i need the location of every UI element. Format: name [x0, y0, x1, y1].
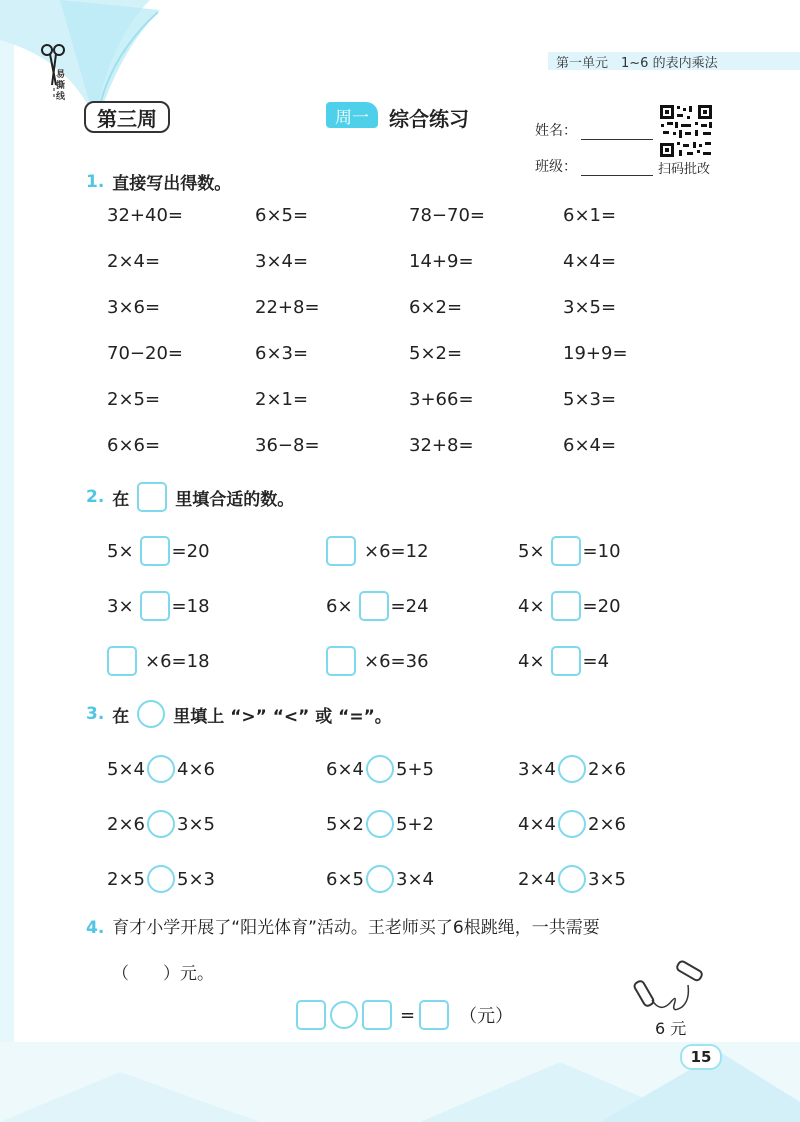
q2-answer-box[interactable]	[107, 646, 137, 676]
q1-item[interactable]: 32+40=	[107, 205, 183, 226]
q2-answer-box[interactable]	[140, 536, 170, 566]
q2-item	[326, 646, 429, 676]
q2-answer-box[interactable]	[326, 536, 356, 566]
q3-item	[326, 865, 434, 893]
q2-post: =20	[171, 540, 210, 562]
q3-compare-circle[interactable]	[366, 865, 394, 893]
q2-text-after: 里填合适的数。	[175, 489, 295, 510]
q1-item[interactable]: 32+8=	[409, 435, 474, 456]
q3-right: 5+5	[396, 758, 434, 780]
rope-price: 6 元	[655, 1019, 687, 1038]
q2-number: 2.	[86, 487, 105, 507]
q3-compare-circle[interactable]	[147, 865, 175, 893]
q3-title	[86, 700, 392, 728]
q3-item	[326, 755, 434, 783]
q3-right: 2×6	[588, 758, 626, 780]
class-label: 班级：	[535, 159, 577, 175]
q2-item	[326, 591, 429, 621]
q3-right: 4×6	[177, 758, 215, 780]
q3-left: 2×4	[518, 868, 556, 890]
q3-left: 6×4	[326, 758, 364, 780]
q2-post: ×6=12	[364, 540, 429, 562]
week-badge: 第三周	[84, 101, 170, 133]
q1-number: 1.	[86, 171, 105, 192]
q4-box-result[interactable]	[419, 1000, 449, 1030]
q4-box-1[interactable]	[296, 1000, 326, 1030]
q3-compare-circle[interactable]	[147, 810, 175, 838]
q1-item[interactable]: 36−8=	[255, 435, 320, 456]
q2-item	[107, 646, 210, 676]
q1-title	[86, 169, 231, 194]
q2-post: =4	[582, 650, 610, 672]
q3-right: 5+2	[396, 813, 434, 835]
q3-item	[107, 755, 215, 783]
q3-compare-circle[interactable]	[366, 810, 394, 838]
name-field	[535, 120, 653, 140]
name-label: 姓名：	[535, 123, 577, 139]
q2-text-before: 在	[112, 489, 130, 510]
q3-left: 5×4	[107, 758, 145, 780]
q3-right: 3×4	[396, 868, 434, 890]
q3-left: 4×4	[518, 813, 556, 835]
q1-item[interactable]: 2×4=	[107, 251, 161, 272]
q4-equation	[296, 1000, 513, 1030]
q2-item	[518, 591, 621, 621]
q3-left: 5×2	[326, 813, 364, 835]
q1-item[interactable]: 3×6=	[107, 297, 161, 318]
q3-left: 3×4	[518, 758, 556, 780]
q1-item[interactable]: 2×5=	[107, 389, 161, 410]
q1-item[interactable]: 19+9=	[563, 343, 628, 364]
q2-answer-box[interactable]	[326, 646, 356, 676]
q3-item	[518, 865, 626, 893]
q3-text-before: 在	[112, 706, 130, 727]
q1-item[interactable]: 6×4=	[563, 435, 617, 456]
q1-item[interactable]: 6×6=	[107, 435, 161, 456]
q3-number: 3.	[86, 704, 105, 724]
q1-item[interactable]: 5×2=	[409, 343, 463, 364]
q2-pre: 6×	[326, 595, 353, 617]
q4-text: 育才小学开展了“阳光体育”活动。王老师买了6根跳绳，一共需要	[112, 918, 600, 938]
q1-item[interactable]: 22+8=	[255, 297, 320, 318]
q1-item[interactable]: 2×1=	[255, 389, 309, 410]
q2-post: ×6=18	[145, 650, 210, 672]
unit-title: 第一单元 1~6 的表内乘法	[556, 56, 718, 71]
q2-answer-box[interactable]	[551, 536, 581, 566]
q2-pre: 3×	[107, 595, 134, 617]
q1-item[interactable]: 3×5=	[563, 297, 617, 318]
page-number: 15	[680, 1044, 722, 1070]
q1-item[interactable]: 6×1=	[563, 205, 617, 226]
q3-circle-sample	[137, 700, 165, 728]
q1-item[interactable]: 78−70=	[409, 205, 485, 226]
q2-post: =18	[171, 595, 210, 617]
q2-item	[326, 536, 429, 566]
q2-item	[107, 536, 210, 566]
q2-post: ×6=36	[364, 650, 429, 672]
easy-tear-label: 易撕线	[56, 70, 66, 102]
qr-code-icon	[659, 104, 713, 158]
q4-answer-blank[interactable]: （ ）元。	[112, 964, 214, 984]
q3-right: 3×5	[588, 868, 626, 890]
q3-compare-circle[interactable]	[558, 865, 586, 893]
q2-post: =24	[390, 595, 429, 617]
q2-item	[518, 536, 621, 566]
q2-item	[107, 591, 210, 621]
q2-pre: 4×	[518, 650, 545, 672]
q3-compare-circle[interactable]	[366, 755, 394, 783]
q2-post: =20	[582, 595, 621, 617]
q2-answer-box[interactable]	[140, 591, 170, 621]
qr-label: 扫码批改	[658, 162, 711, 177]
q3-right: 3×5	[177, 813, 215, 835]
q3-text-after: 里填上 “>” “<” 或 “=”。	[173, 706, 392, 727]
q1-item[interactable]: 5×3=	[563, 389, 617, 410]
q1-item[interactable]: 3+66=	[409, 389, 474, 410]
q1-item[interactable]: 4×4=	[563, 251, 617, 272]
q2-box-sample	[137, 482, 167, 512]
q2-answer-box[interactable]	[551, 646, 581, 676]
q4-box-2[interactable]	[362, 1000, 392, 1030]
day-tag: 周一	[326, 102, 378, 128]
q1-item[interactable]: 6×5=	[255, 205, 309, 226]
page-title: 综合练习	[389, 107, 469, 131]
q3-compare-circle[interactable]	[558, 810, 586, 838]
class-blank[interactable]	[581, 160, 653, 176]
q3-left: 2×5	[107, 868, 145, 890]
q1-item[interactable]: 14+9=	[409, 251, 474, 272]
q4-unit: （元）	[459, 1006, 514, 1027]
q1-item[interactable]: 70−20=	[107, 343, 183, 364]
jump-rope-icon	[630, 955, 710, 1015]
q4-equals: =	[400, 1004, 416, 1026]
q2-pre: 5×	[518, 540, 545, 562]
q3-left: 2×6	[107, 813, 145, 835]
q1-item[interactable]: 3×4=	[255, 251, 309, 272]
q3-item	[518, 810, 626, 838]
q3-left: 6×5	[326, 868, 364, 890]
q2-title	[86, 482, 294, 512]
q3-compare-circle[interactable]	[147, 755, 175, 783]
q1-text: 直接写出得数。	[112, 174, 232, 194]
q2-answer-box[interactable]	[359, 591, 389, 621]
q2-item	[518, 646, 609, 676]
q3-item	[107, 810, 215, 838]
class-field	[535, 156, 653, 176]
q3-right: 5×3	[177, 868, 215, 890]
q3-item	[107, 865, 215, 893]
q2-post: =10	[582, 540, 621, 562]
q4-question	[86, 918, 600, 938]
q3-compare-circle[interactable]	[558, 755, 586, 783]
name-blank[interactable]	[581, 124, 653, 140]
q4-operator-circle[interactable]	[330, 1001, 358, 1029]
q3-right: 2×6	[588, 813, 626, 835]
q1-item[interactable]: 6×2=	[409, 297, 463, 318]
left-margin-strip	[0, 0, 14, 1122]
q2-pre: 5×	[107, 540, 134, 562]
q3-item	[518, 755, 626, 783]
q4-number: 4.	[86, 918, 105, 938]
q2-answer-box[interactable]	[551, 591, 581, 621]
q3-item	[326, 810, 434, 838]
q2-pre: 4×	[518, 595, 545, 617]
q1-item[interactable]: 6×3=	[255, 343, 309, 364]
